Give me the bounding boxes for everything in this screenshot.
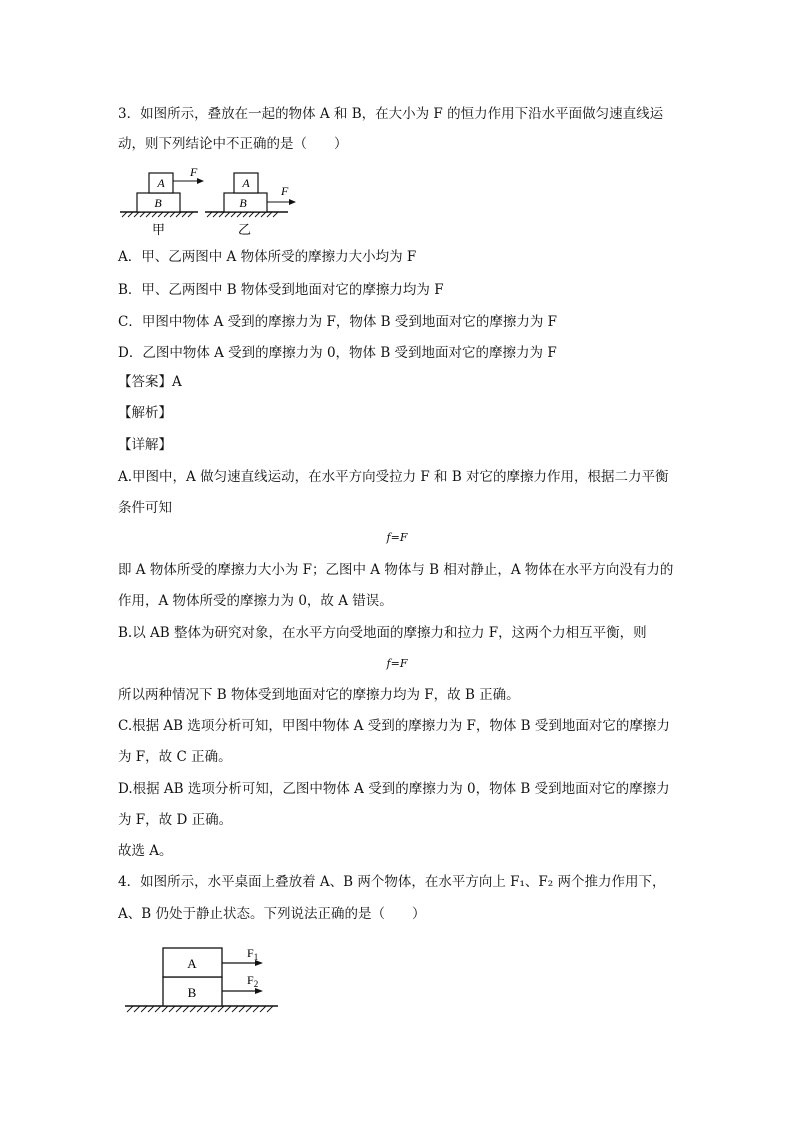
yi-label-a: A <box>242 176 250 190</box>
q3-detail-line: B.以 AB 整体为研究对象，在水平方向受地面的摩擦力和拉力 F，这两个力相互平衡，则 <box>118 625 647 641</box>
q3-answer: 【答案】A <box>118 374 182 390</box>
q3-equation: f=F <box>386 657 408 670</box>
figure-label-jia: 甲 <box>152 223 166 238</box>
q3-analysis-heading: 【解析】 <box>118 405 172 421</box>
q3-detail-line: 即 A 物体所受的摩擦力大小为 F；乙图中 A 物体与 B 相对静止，A 物体在水平方向没有力的 <box>118 562 674 578</box>
q3-detail-line: 所以两种情况下 B 物体受到地面对它的摩擦力均为 F，故 B 正确。 <box>118 687 520 703</box>
q4-force1-label: $F_1$ <box>247 946 259 962</box>
q3-detail-line: 为 F，故 C 正确。 <box>118 749 232 765</box>
q3-stem-line1: 3．如图所示，叠放在一起的物体 A 和 B，在大小为 F 的恒力作用下沿水平面做匀速直线运 <box>118 106 664 122</box>
q3-detail-heading: 【详解】 <box>118 437 172 453</box>
q4-stem-line1: 4．如图所示，水平桌面上叠放着 A、B 两个物体，在水平方向上 F₁、F₂ 两个推力作用下， <box>118 874 666 890</box>
q3-option-d: D．乙图中物体 A 受到的摩擦力为 0，物体 B 受到地面对它的摩擦力为 F <box>118 345 557 361</box>
q3-stem-line2: 动，则下列结论中不正确的是（ ） <box>118 136 348 152</box>
q3-option-b: B．甲、乙两图中 B 物体受到地面对它的摩擦力均为 F <box>118 282 444 298</box>
jia-label-a: A <box>157 176 165 190</box>
q4-stem-line2: A、B 仍处于静止状态。下列说法正确的是（ ） <box>118 906 426 922</box>
figure-label-yi: 乙 <box>238 223 252 238</box>
q3-equation: f=F <box>386 531 408 544</box>
jia-force-label: F <box>190 168 198 179</box>
q3-detail-line: C.根据 AB 选项分析可知，甲图中物体 A 受到的摩擦力为 F，物体 B 受到地面对它的摩擦力 <box>118 718 670 734</box>
yi-label-b: B <box>239 196 247 210</box>
q4-label-a: A <box>187 956 197 971</box>
q3-detail-line: 为 F，故 D 正确。 <box>118 812 233 828</box>
q4-figure <box>122 940 292 1020</box>
q3-detail-line: 作用，A 物体所受的摩擦力为 0，故 A 错误。 <box>118 593 393 609</box>
q3-detail-line: D.根据 AB 选项分析可知，乙图中物体 A 受到的摩擦力为 0，物体 B 受到地面对它的摩擦力 <box>118 781 670 797</box>
q4-force2-label: $F_2$ <box>247 973 259 989</box>
q3-detail-line: 条件可知 <box>118 500 172 516</box>
q4-label-b: B <box>187 985 197 1000</box>
q3-figure-jia <box>120 168 204 217</box>
q3-option-c: C．甲图中物体 A 受到的摩擦力为 F，物体 B 受到地面对它的摩擦力为 F <box>118 314 557 330</box>
q3-figure <box>118 168 318 238</box>
q3-detail-line: A.甲图中，A 做匀速直线运动，在水平方向受拉力 F 和 B 对它的摩擦力作用，根据二力平衡 <box>118 469 669 485</box>
jia-label-b: B <box>154 196 162 210</box>
q3-detail-line: 故选 A。 <box>118 843 173 859</box>
q3-option-a: A．甲、乙两图中 A 物体所受的摩擦力大小均为 F <box>118 249 417 265</box>
yi-force-label: F <box>281 184 289 198</box>
q3-figure-yi <box>205 173 296 217</box>
